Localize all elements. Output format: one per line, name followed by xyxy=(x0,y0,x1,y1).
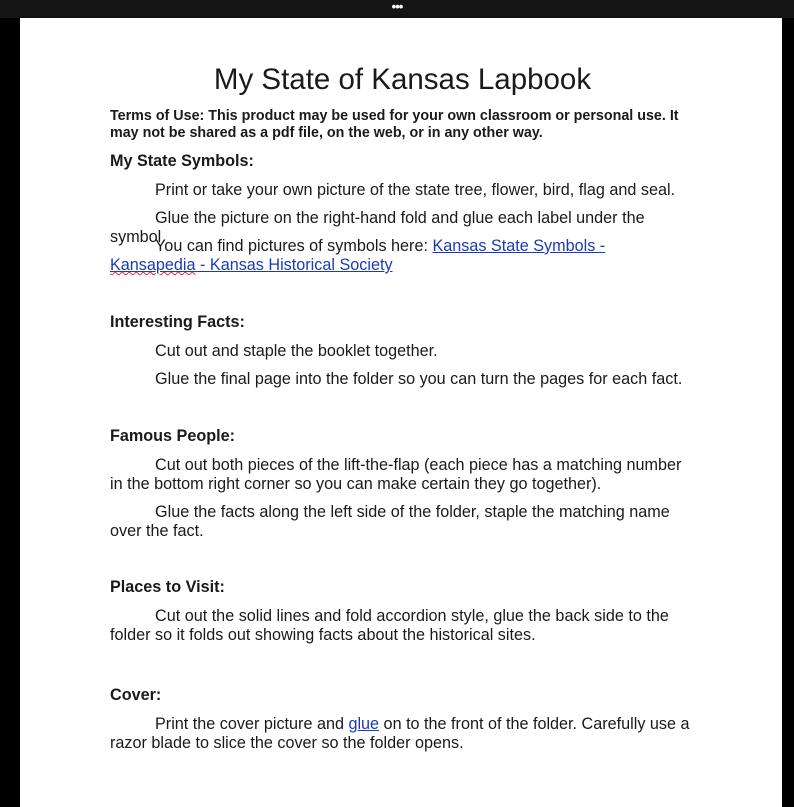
cover-heading: Cover: xyxy=(110,686,162,704)
symbols-paragraph-2: Glue the picture on the right-hand fold and glue each label under the symbol xyxy=(110,209,645,246)
terms-of-use: Terms of Use: This product may be used for your own classroom or personal use. It may not be shared as a pdf file, on the web, or in any other way. xyxy=(110,108,679,141)
symbols-heading: My State Symbols: xyxy=(110,152,254,170)
facts-heading: Interesting Facts: xyxy=(110,313,245,331)
document-page xyxy=(20,18,782,807)
people-heading: Famous People: xyxy=(110,427,236,445)
cover-text-2: on to the front of the folder. Carefully use a razor blade to slice the cover so the folder opens. xyxy=(110,715,690,752)
cover-text-1: Print the cover picture and xyxy=(155,715,349,733)
top-bar xyxy=(0,0,794,18)
cover-glue-word[interactable]: glue xyxy=(348,715,380,733)
link-text-1: Kansas State Symbols - xyxy=(432,237,606,255)
facts-paragraph-2: Glue the final page into the folder so you can turn the pages for each fact. xyxy=(155,370,683,388)
people-paragraph-2: Glue the facts along the left side of the folder, staple the matching name over the fact. xyxy=(110,503,670,540)
facts-paragraph-1: Cut out and staple the booklet together. xyxy=(155,342,438,360)
places-heading: Places to Visit: xyxy=(110,578,225,596)
symbols-paragraph-1: Print or take your own picture of the state tree, flower, bird, flag and seal. xyxy=(155,181,676,199)
document-title: My State of Kansas Lapbook xyxy=(213,63,592,96)
people-paragraph-1: Cut out both pieces of the lift-the-flap (each piece has a matching number in the bottom right corner so you can make certain they go together). xyxy=(110,456,682,493)
link-text-2: - Kansas Historical Society xyxy=(195,256,393,274)
symbols-paragraph-3 xyxy=(110,237,695,275)
more-options-icon[interactable]: ••• xyxy=(391,0,403,14)
link-text-kansapedia: Kansapedia xyxy=(110,256,196,274)
places-paragraph-1: Cut out the solid lines and fold accordion style, glue the back side to the folder so it folds out showing facts about the historical sites. xyxy=(110,607,669,644)
cover-paragraph-1 xyxy=(110,715,695,753)
symbols-paragraph-3-text: You can find pictures of symbols here: xyxy=(155,237,433,255)
